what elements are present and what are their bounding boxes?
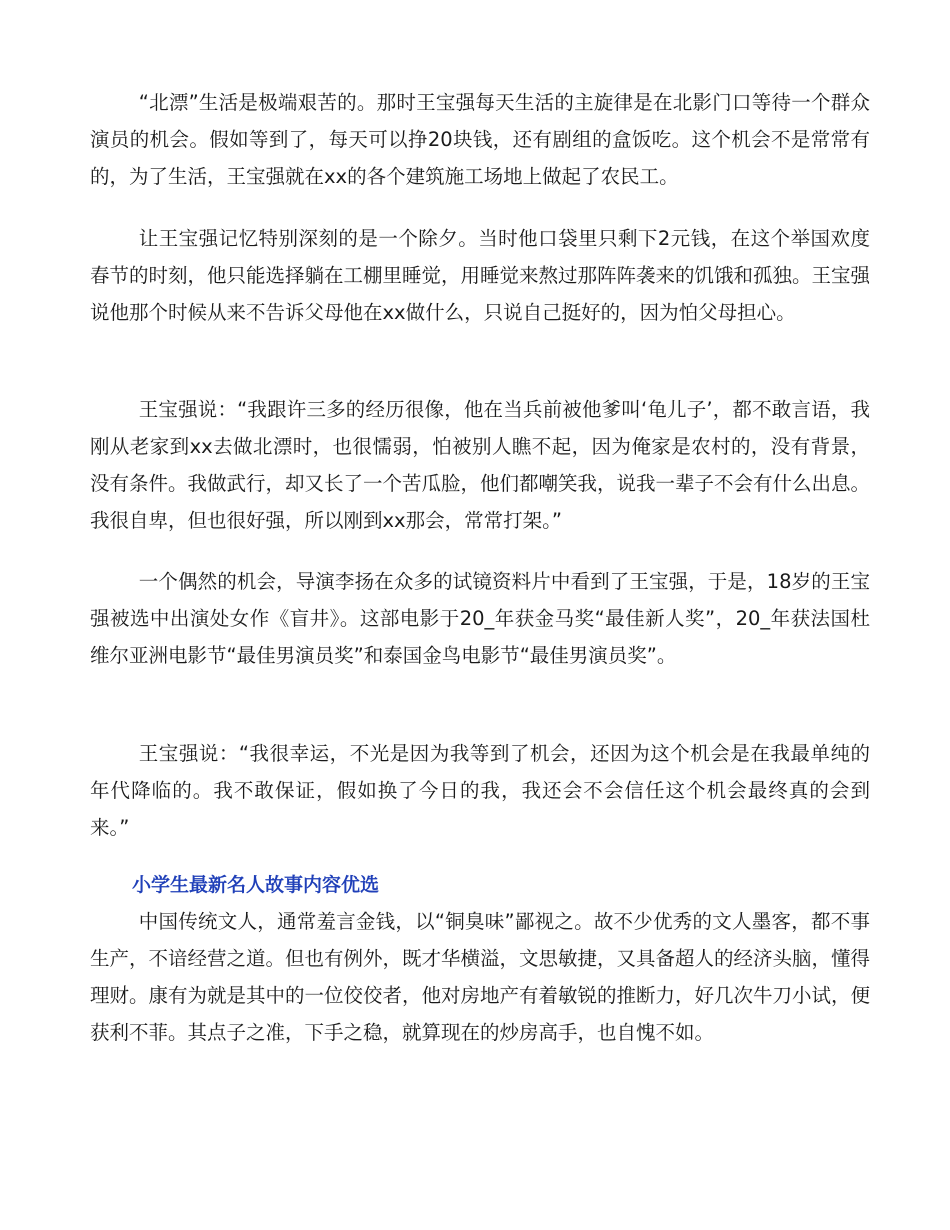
paragraph-lucky-quote: 王宝强说：“我很幸运，不光是因为我等到了机会，还因为这个机会是在我最单纯的年代降临的。我不敢保证，假如换了今日的我，我还会不会信任这个机会最终真的会到来。” [90, 742, 870, 839]
paragraph-new-year-eve: 让王宝强记忆特别深刻的是一个除夕。当时他口袋里只剩下2元钱，在这个举国欢度春节的时刻，他只能选择躺在工棚里睡觉，用睡觉来熬过那阵阵袭来的饥饿和孤独。王宝强说他那个时候从来不告诉父母他在xx做什么，只说自己挺好的，因为怕父母担心。 [90, 227, 871, 324]
paragraph-kang-youwei: 中国传统文人，通常羞言金钱，以“铜臭味”鄙视之。故不少优秀的文人墨客，都不事生产，不谙经营之道。但也有例外，既才华横溢，文思敏捷，又具备超人的经济头脑，懂得理财。康有为就是其中的一位佼佼者，他对房地产有着敏锐的推断力，好几次牛刀小试，便获利不菲。其点子之准，下手之稳，就算现在的炒房高手，也自愧不如。 [90, 910, 871, 1044]
section-heading: 小学生最新名人故事内容优选 [132, 874, 380, 896]
paragraph-blind-shaft: 一个偶然的机会，导演李扬在众多的试镜资料片中看到了王宝强，于是，18岁的王宝强被选中出演处女作《盲井》。这部电影于20_年获金马奖“最佳新人奖”，20_年获法国杜维尔亚洲电影节“最佳男演员奖”和泰国金鸟电影节“最佳男演员奖”。 [90, 570, 870, 667]
paragraph-xu-sanduo-quote: 王宝强说：“我跟许三多的经历很像，他在当兵前被他爹叫‘龟儿子’，都不敢言语，我刚从老家到xx去做北漂时，也很懦弱，怕被别人瞧不起，因为俺家是农村的，没有背景，没有条件。我做武行，却又长了一个苦瓜脸，他们都嘲笑我，说我一辈子不会有什么出息。我很自卑，但也很好强，所以刚到xx那会，常常打架。” [90, 398, 871, 532]
paragraph-beipiao-life: “北漂”生活是极端艰苦的。那时王宝强每天生活的主旋律是在北影门口等待一个群众演员的机会。假如等到了，每天可以挣20块钱，还有剧组的盒饭吃。这个机会不是常常有的，为了生活，王宝强就在xx的各个建筑施工场地上做起了农民工。 [90, 91, 870, 188]
